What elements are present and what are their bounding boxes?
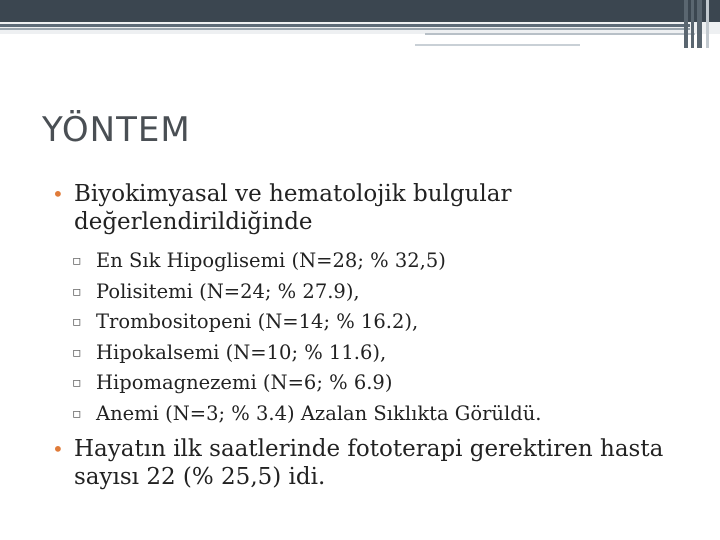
header-bar bbox=[0, 0, 720, 22]
stripe bbox=[706, 0, 709, 48]
square-bullet-icon: ▫ bbox=[72, 375, 82, 391]
square-bullet-icon: ▫ bbox=[72, 405, 82, 422]
sub-list-item bbox=[52, 307, 692, 338]
sub-list-item bbox=[52, 368, 692, 399]
sub-item-text: En Sık Hipoglisemi (N=28; % 32,5) bbox=[96, 249, 446, 272]
square-bullet-icon: ▫ bbox=[72, 283, 82, 300]
header-line bbox=[0, 24, 690, 27]
square-bullet-icon: ▫ bbox=[72, 344, 82, 361]
header-underline-short bbox=[415, 44, 580, 46]
stripe bbox=[697, 0, 702, 48]
header-underline bbox=[425, 33, 695, 35]
sub-item-text: Anemi (N=3; % 3.4) Azalan Sıklıkta Görüldü. bbox=[96, 401, 542, 425]
sub-item-text: Polisitemi (N=24; % 27.9), bbox=[96, 279, 360, 303]
sub-item-text: Hipomagnezemi (N=6; % 6.9) bbox=[96, 371, 393, 394]
sub-item-text: Trombositopeni (N=14; % 16.2), bbox=[96, 310, 419, 333]
stripe bbox=[691, 0, 694, 48]
corner-stripes bbox=[684, 0, 720, 48]
bullet-dot-icon: • bbox=[52, 182, 64, 206]
header-line-thin bbox=[0, 28, 690, 30]
sub-list bbox=[52, 246, 692, 429]
sub-list-item bbox=[52, 399, 692, 430]
bullet-text: Hayatın ilk saatlerinde fototerapi gerektiren hasta sayısı 22 (% 25,5) idi. bbox=[74, 436, 664, 490]
square-bullet-icon: ▫ bbox=[72, 314, 82, 330]
bullet-dot-icon: • bbox=[52, 437, 64, 461]
slide-body bbox=[52, 180, 692, 491]
bullet-text: Biyokimyasal ve hematolojik bulgular değerlendirildiğinde bbox=[74, 181, 512, 235]
sub-item-text: Hipokalsemi (N=10; % 11.6), bbox=[96, 340, 387, 364]
slide-title: YÖNTEM bbox=[42, 110, 191, 150]
bullet-item bbox=[52, 435, 692, 491]
square-bullet-icon: ▫ bbox=[72, 253, 82, 269]
sub-list-item bbox=[52, 277, 692, 308]
stripe bbox=[684, 0, 688, 48]
sub-list-item bbox=[52, 338, 692, 369]
sub-list-item bbox=[52, 246, 692, 277]
bullet-item bbox=[52, 180, 692, 236]
